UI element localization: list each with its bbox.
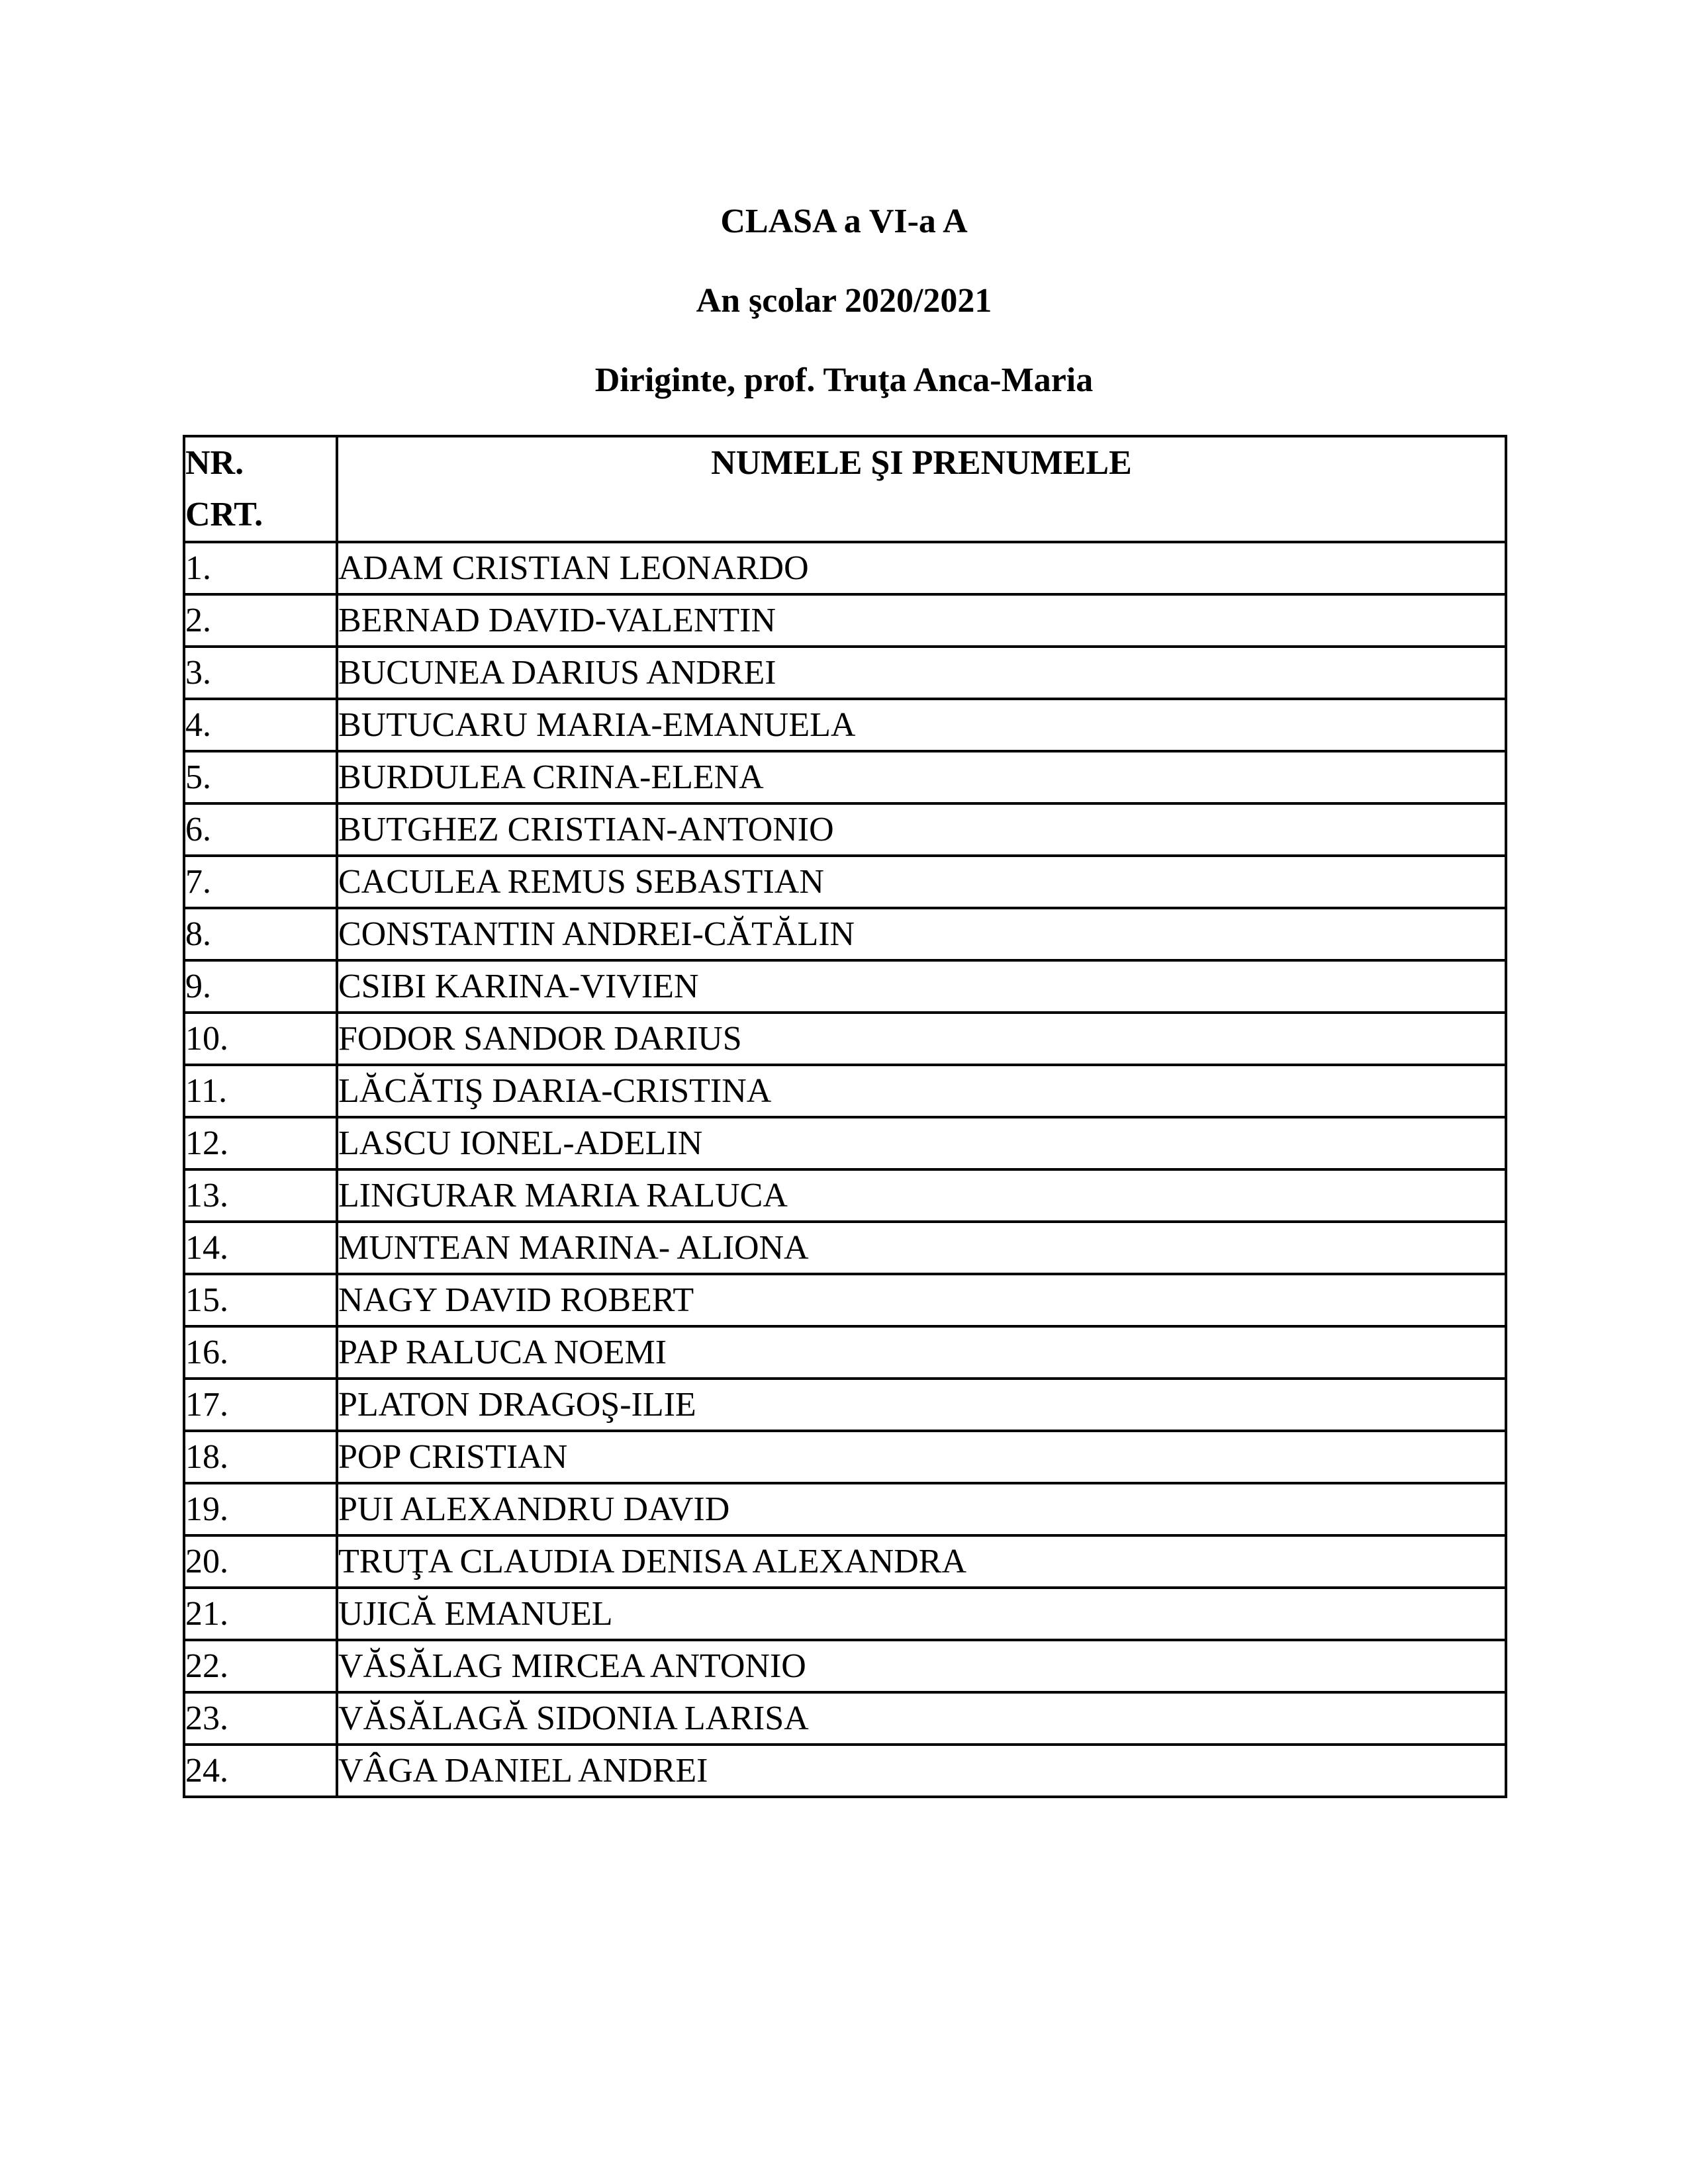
student-roster-table	[183, 435, 1507, 1798]
table-row	[184, 1745, 1506, 1797]
student-name: TRUŢA CLAUDIA DENISA ALEXANDRA	[337, 1535, 1506, 1588]
table-row	[184, 1640, 1506, 1692]
student-name: BUTGHEZ CRISTIAN-ANTONIO	[337, 803, 1506, 856]
table-row	[184, 1379, 1506, 1431]
student-name: PLATON DRAGOŞ-ILIE	[337, 1379, 1506, 1431]
student-name: CACULEA REMUS SEBASTIAN	[337, 856, 1506, 908]
table-row	[184, 1065, 1506, 1117]
row-number: 6.	[184, 803, 337, 856]
table-header-row	[184, 436, 1506, 542]
row-number: 24.	[184, 1745, 337, 1797]
student-name: CSIBI KARINA-VIVIEN	[337, 960, 1506, 1013]
row-number: 19.	[184, 1483, 337, 1535]
student-name: NAGY DAVID ROBERT	[337, 1274, 1506, 1326]
row-number: 11.	[184, 1065, 337, 1117]
student-name: LASCU IONEL-ADELIN	[337, 1117, 1506, 1169]
student-name: LINGURAR MARIA RALUCA	[337, 1169, 1506, 1222]
row-number: 16.	[184, 1326, 337, 1379]
table-row	[184, 1222, 1506, 1274]
table-row	[184, 1588, 1506, 1640]
student-name: UJICĂ EMANUEL	[337, 1588, 1506, 1640]
row-number: 13.	[184, 1169, 337, 1222]
table-row	[184, 1013, 1506, 1065]
row-number: 4.	[184, 699, 337, 751]
form-teacher: Diriginte, prof. Truţa Anca-Maria	[594, 361, 1094, 399]
row-number: 10.	[184, 1013, 337, 1065]
student-name: ADAM CRISTIAN LEONARDO	[337, 542, 1506, 594]
row-number: 21.	[184, 1588, 337, 1640]
student-name: VĂSĂLAG MIRCEA ANTONIO	[337, 1640, 1506, 1692]
row-number: 9.	[184, 960, 337, 1013]
table-row	[184, 542, 1506, 594]
class-title: CLASA a VI-a A	[720, 203, 968, 240]
row-number: 1.	[184, 542, 337, 594]
row-number: 7.	[184, 856, 337, 908]
column-header-name: NUMELE ŞI PRENUMELE	[337, 436, 1506, 542]
row-number: 23.	[184, 1692, 337, 1745]
row-number: 2.	[184, 594, 337, 647]
row-number: 17.	[184, 1379, 337, 1431]
student-name: BUTUCARU MARIA-EMANUELA	[337, 699, 1506, 751]
student-name: POP CRISTIAN	[337, 1431, 1506, 1483]
row-number: 8.	[184, 908, 337, 960]
table-row	[184, 1117, 1506, 1169]
row-number: 22.	[184, 1640, 337, 1692]
table-row	[184, 1274, 1506, 1326]
table-row	[184, 647, 1506, 699]
row-number: 14.	[184, 1222, 337, 1274]
table-row	[184, 960, 1506, 1013]
column-header-nr	[184, 436, 337, 542]
student-name: MUNTEAN MARINA- ALIONA	[337, 1222, 1506, 1274]
table-row	[184, 751, 1506, 803]
row-number: 20.	[184, 1535, 337, 1588]
table-row	[184, 1169, 1506, 1222]
table-row	[184, 1535, 1506, 1588]
table-body	[184, 542, 1506, 1797]
student-name: BERNAD DAVID-VALENTIN	[337, 594, 1506, 647]
student-name: PUI ALEXANDRU DAVID	[337, 1483, 1506, 1535]
student-name: LĂCĂTIŞ DARIA-CRISTINA	[337, 1065, 1506, 1117]
row-number: 12.	[184, 1117, 337, 1169]
table-row	[184, 1326, 1506, 1379]
row-number: 3.	[184, 647, 337, 699]
row-number: 15.	[184, 1274, 337, 1326]
student-name: VĂSĂLAGĂ SIDONIA LARISA	[337, 1692, 1506, 1745]
table-row	[184, 1692, 1506, 1745]
school-year: An şcolar 2020/2021	[696, 282, 992, 320]
student-name: CONSTANTIN ANDREI-CĂTĂLIN	[337, 908, 1506, 960]
row-number: 5.	[184, 751, 337, 803]
student-name: FODOR SANDOR DARIUS	[337, 1013, 1506, 1065]
table-row	[184, 1483, 1506, 1535]
student-name: BUCUNEA DARIUS ANDREI	[337, 647, 1506, 699]
student-name: PAP RALUCA NOEMI	[337, 1326, 1506, 1379]
student-name: BURDULEA CRINA-ELENA	[337, 751, 1506, 803]
table-row	[184, 803, 1506, 856]
student-name: VÂGA DANIEL ANDREI	[337, 1745, 1506, 1797]
column-header-nr-line1: NR.	[185, 444, 244, 482]
table-row	[184, 856, 1506, 908]
row-number: 18.	[184, 1431, 337, 1483]
table-row	[184, 1431, 1506, 1483]
column-header-nr-line2: CRT.	[185, 496, 263, 533]
table-row	[184, 699, 1506, 751]
table-row	[184, 594, 1506, 647]
table-row	[184, 908, 1506, 960]
